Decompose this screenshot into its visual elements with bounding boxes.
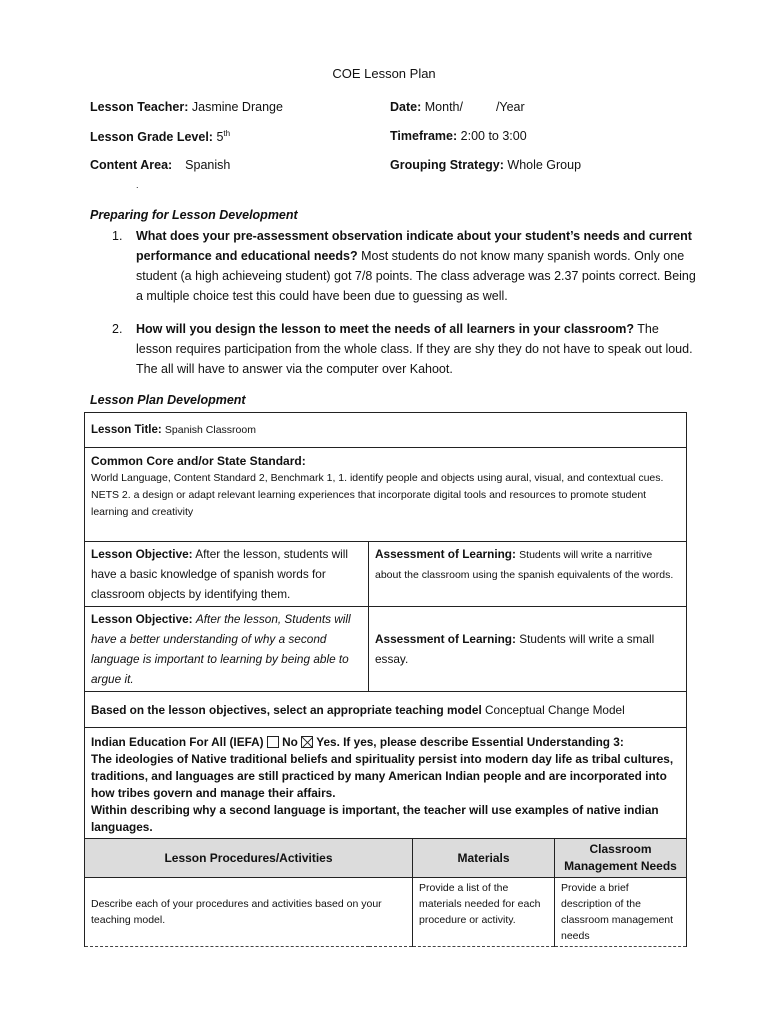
- materials-desc: Provide a list of the materials needed for each procedure or activity.: [413, 878, 555, 947]
- grade-value: 5: [216, 130, 224, 145]
- lesson-title-value: Spanish Classroom: [164, 423, 256, 436]
- content-area: [90, 158, 230, 172]
- question-1: [112, 226, 702, 308]
- col-procedures: Lesson Procedures/Activities: [85, 839, 413, 878]
- assessment-1-text: Students will write a narritive about the classroom using the spanish equivalents of the words.: [375, 549, 674, 581]
- teacher-label: Lesson Teacher:: [90, 100, 189, 114]
- date-label: Date:: [390, 100, 422, 114]
- question-2: [112, 319, 702, 381]
- iefa-row: [85, 728, 687, 839]
- standard-1: World Language, Content Standard 2, Benchmark 1, 1. identify people and objects using aural, visual, and contextual cues.: [91, 472, 664, 484]
- preparing-heading: Preparing for Lesson Development: [90, 208, 298, 222]
- lesson-date: [390, 100, 525, 114]
- assessment-2-text: Students will write a small essay.: [375, 632, 655, 666]
- procedures-header-row: [85, 839, 687, 878]
- iefa-no-label: No: [282, 735, 298, 749]
- objective-1-text: After the lesson, students will have a basic knowledge of spanish words for classroom objects by identifying them.: [91, 547, 349, 601]
- development-heading: Lesson Plan Development: [90, 393, 246, 407]
- col-materials: Materials: [413, 839, 555, 878]
- grouping-strategy: [390, 158, 581, 172]
- grouping-label: Grouping Strategy:: [390, 158, 504, 172]
- iefa-no-checkbox[interactable]: [267, 736, 279, 748]
- iefa-essential-text: The ideologies of Native traditional beliefs and spirituality persist into modern day life as tribal cultures, traditions, and languages are still practiced by many American Indian people and are incorporated into how tribes govern and manage their affairs.: [91, 752, 674, 800]
- assessment-1-label: Assessment of Learning:: [375, 547, 516, 561]
- standard-row: [85, 448, 687, 542]
- lesson-title-label: Lesson Title:: [91, 423, 162, 436]
- q2-question: How will you design the lesson to meet the needs of all learners in your classroom?: [136, 322, 635, 336]
- col-management: Classroom Management Needs: [555, 839, 687, 878]
- date-month: Month/: [424, 100, 463, 114]
- objective-2-label: Lesson Objective:: [91, 612, 193, 626]
- lesson-teacher: [90, 100, 283, 114]
- teaching-model-value: Conceptual Change Model: [485, 702, 625, 717]
- objective-1-label: Lesson Objective:: [91, 547, 193, 561]
- iefa-label: Indian Education For All (IEFA): [91, 735, 264, 749]
- grade-label: Lesson Grade Level:: [90, 130, 213, 145]
- content-label: Content Area:: [90, 158, 173, 172]
- objective-2-text: After the lesson, Students will have a better understanding of why a second language is important to learning by being able to argue it.: [91, 612, 351, 686]
- management-desc: Provide a brief description of the classroom management needs: [555, 878, 687, 947]
- iefa-yes-label: Yes. If yes, please describe Essential Understanding 3:: [316, 735, 624, 749]
- stray-mark: .: [136, 180, 139, 190]
- q2-number: 2.: [112, 322, 123, 336]
- grade-sup: th: [223, 129, 231, 138]
- standard-label: Common Core and/or State Standard:: [91, 454, 306, 468]
- assessment-2-label: Assessment of Learning:: [375, 632, 516, 646]
- objective-1-row: [85, 542, 687, 607]
- standard-2: NETS 2. a design or adapt relevant learning experiences that incorporate digital tools and resources to promote student learning and creativity: [91, 489, 647, 518]
- content-value: Spanish: [185, 158, 231, 172]
- iefa-teacher-note: Within describing why a second language is important, the teacher will use examples of native indian languages.: [91, 803, 659, 834]
- teacher-value: Jasmine Drange: [191, 100, 283, 114]
- q1-number: 1.: [112, 229, 123, 243]
- q1-answer: Most students do not know many spanish words. Only one student (a high achieveing student) got 7/8 points. The class adverage was 2.37 points correct. Being a multiple choice test this could have been due to guessing as well.: [136, 249, 696, 303]
- teaching-model-label: Based on the lesson objectives, select an appropriate teaching model: [91, 702, 482, 717]
- grouping-value: Whole Group: [507, 158, 582, 172]
- timeframe-label: Timeframe:: [390, 129, 458, 143]
- procedures-desc: Describe each of your procedures and activities based on your teaching model.: [85, 878, 413, 947]
- q2-answer: The lesson requires participation from the whole class. If they are shy they do not have to speak out loud. The all will have to answer via the computer over Kahoot.: [136, 322, 693, 376]
- date-year: /Year: [495, 100, 525, 114]
- lesson-plan-table: [84, 412, 687, 947]
- iefa-yes-checkbox[interactable]: [301, 736, 313, 748]
- teaching-model-row: [85, 692, 687, 728]
- objective-2-row: [85, 607, 687, 692]
- page-title: COE Lesson Plan: [332, 66, 436, 81]
- timeframe-value: 2:00 to 3:00: [460, 129, 527, 143]
- q1-question: What does your pre-assessment observation indicate about your student’s needs and current performance and educational needs?: [136, 229, 692, 263]
- lesson-grade: [90, 129, 230, 144]
- procedures-row: [85, 878, 687, 947]
- lesson-title-row: [85, 413, 687, 448]
- lesson-timeframe: [390, 129, 527, 143]
